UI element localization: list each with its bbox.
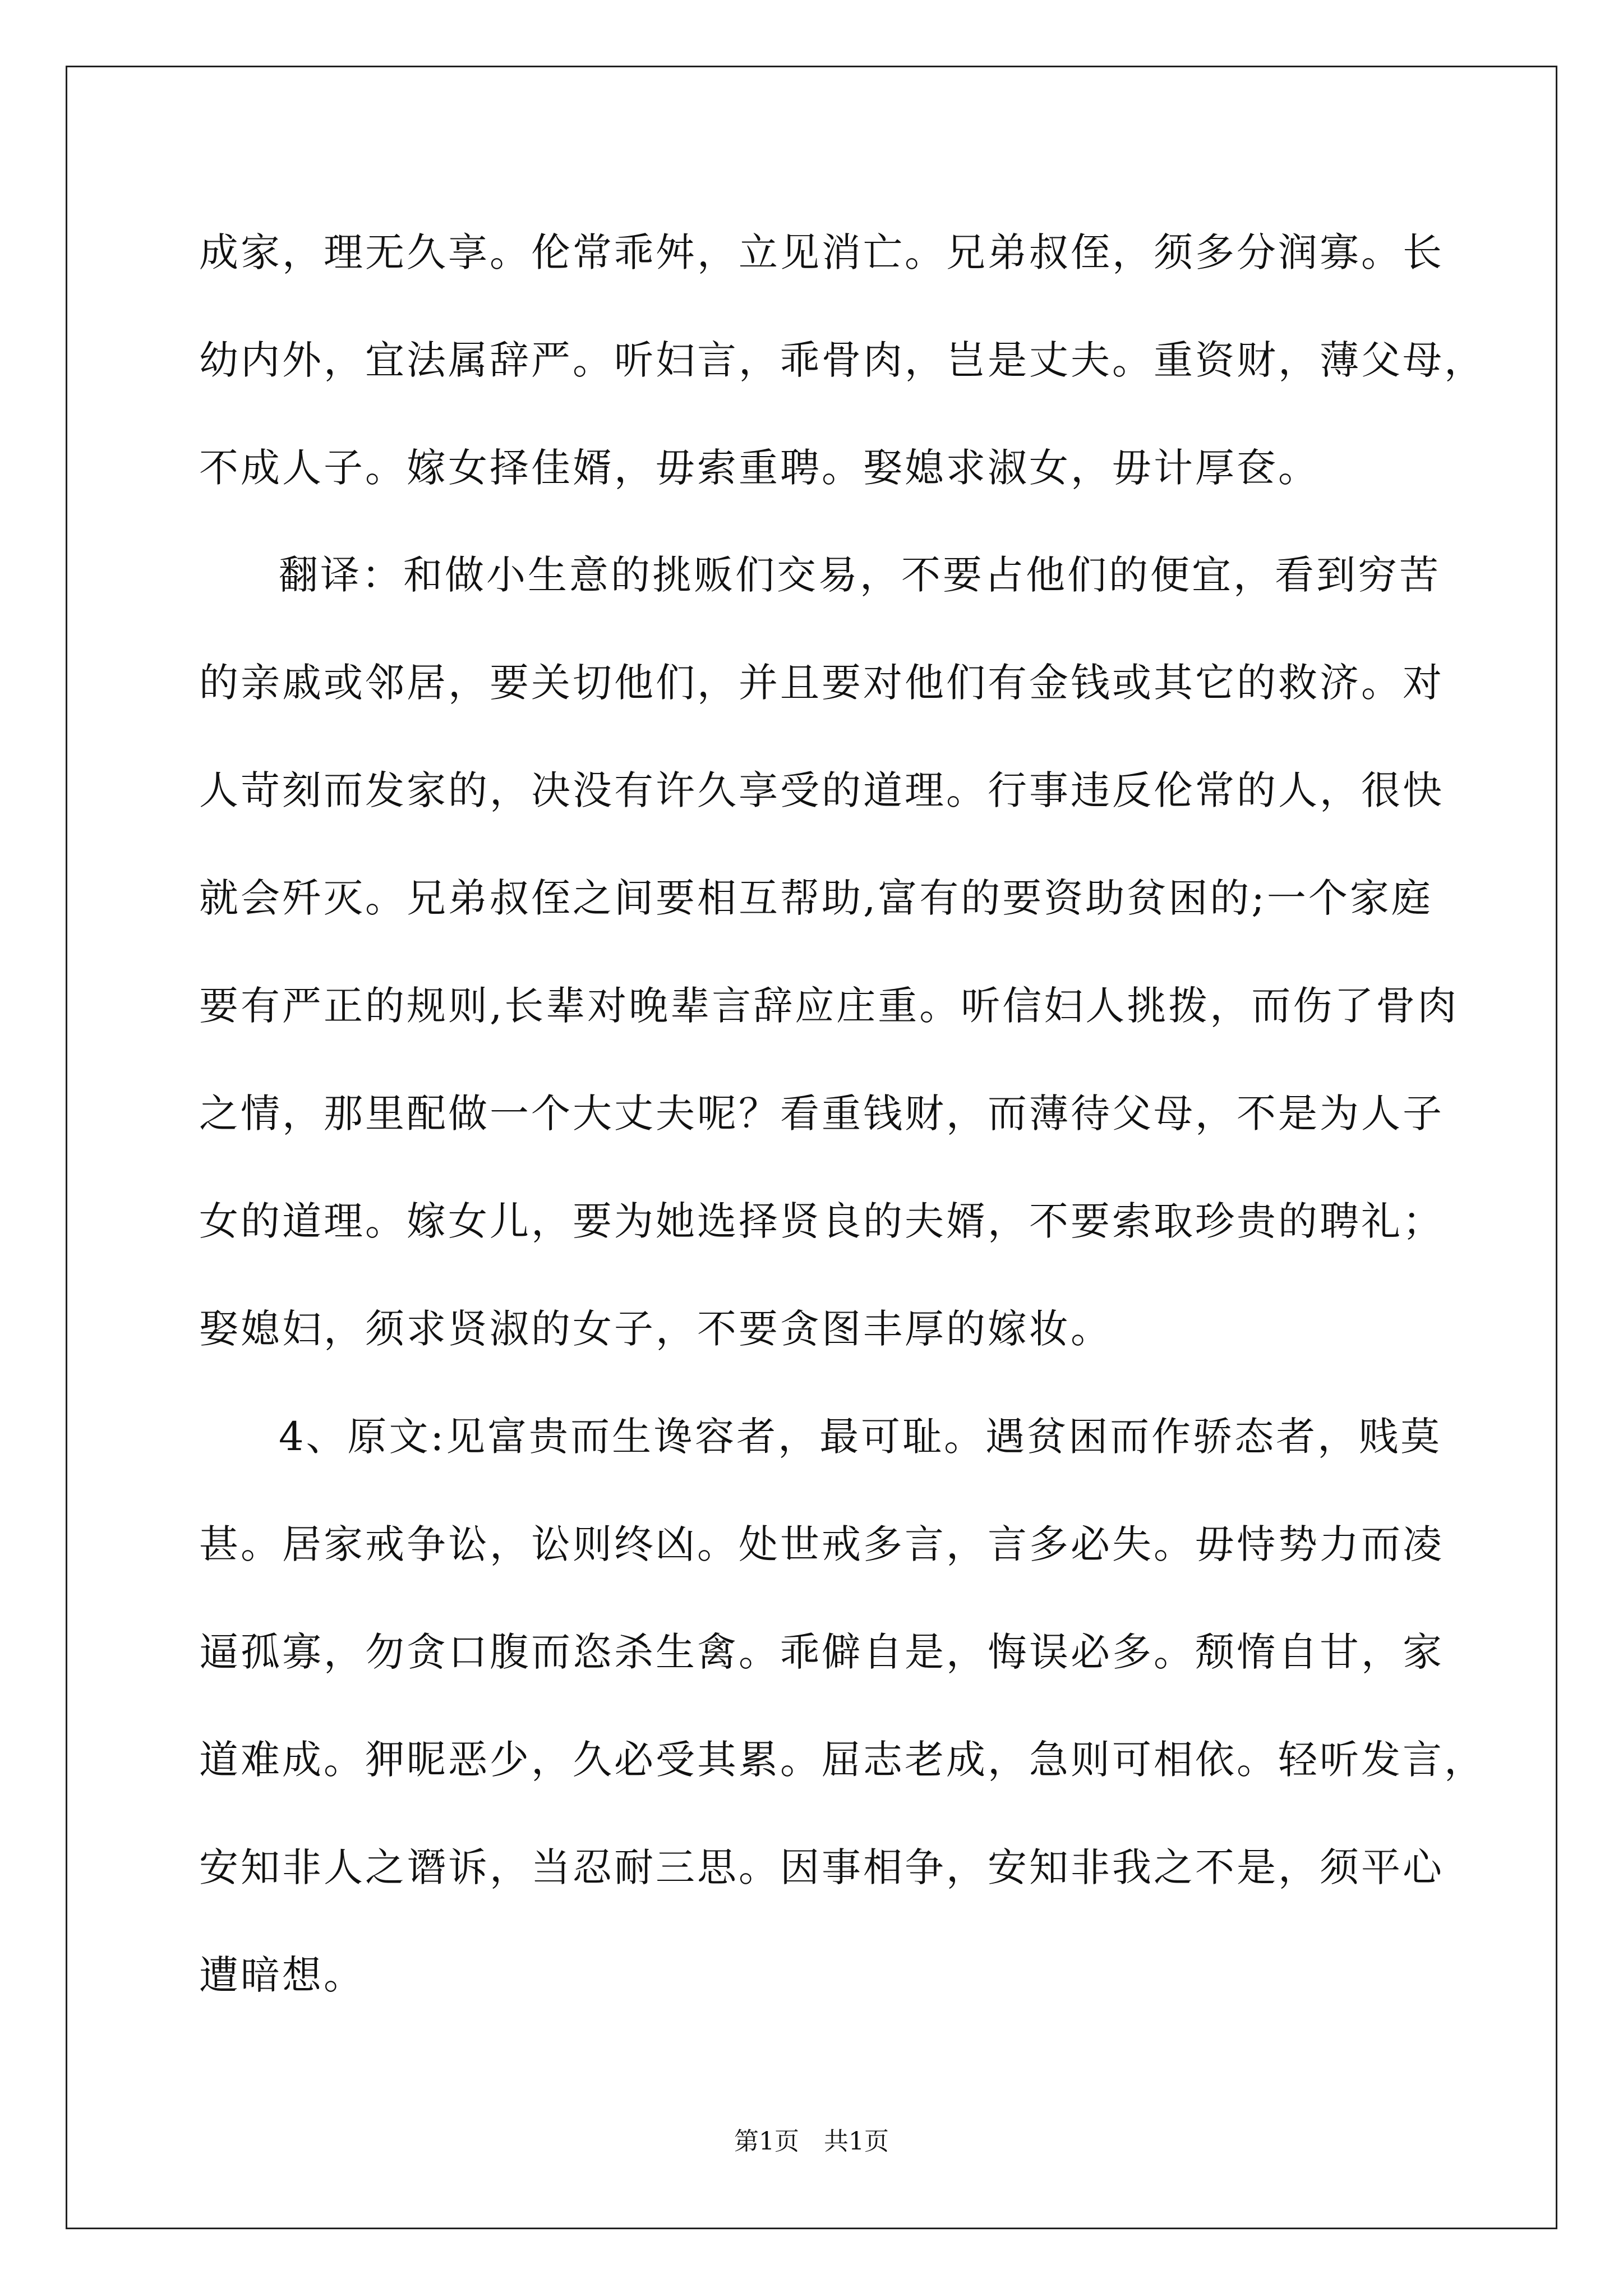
text-line: 幼内外，宜法属辞严。听妇言，乖骨肉，岂是丈夫。重资财，薄父母， xyxy=(199,337,1486,383)
text-line: 甚。居家戒争讼，讼则终凶。处世戒多言，言多必失。毋恃势力而凌 xyxy=(199,1521,1444,1567)
text-line: 成家，理无久享。伦常乖舛，立见消亡。兄弟叔侄，须多分润寡。长 xyxy=(199,229,1444,275)
page-number-footer: 第1页 共1页 xyxy=(734,2127,889,2156)
text-line: 遭暗想。 xyxy=(199,1952,365,1998)
text-line: 娶媳妇，须求贤淑的女子，不要贪图丰厚的嫁妆。 xyxy=(199,1306,1112,1352)
text-line: 之情，那里配做一个大丈夫呢？看重钱财，而薄待父母，不是为人子 xyxy=(199,1091,1444,1137)
paragraph-start-line: 4、原文:见富贵而生谗容者，最可耻。遇贫困而作骄态者，贱莫 xyxy=(279,1414,1442,1460)
text-line: 的亲戚或邻居，要关切他们，并且要对他们有金钱或其它的救济。对 xyxy=(199,660,1444,706)
text-line: 就会歼灭。兄弟叔侄之间要相互帮助,富有的要资助贫困的;一个家庭 xyxy=(199,875,1433,921)
text-line: 道难成。狎昵恶少，久必受其累。屈志老成，急则可相依。轻听发言， xyxy=(199,1737,1486,1783)
text-line: 安知非人之谮诉，当忍耐三思。因事相争，安知非我之不是，须平心 xyxy=(199,1844,1444,1890)
text-line: 要有严正的规则,长辈对晚辈言辞应庄重。听信妇人挑拨，而伤了骨肉 xyxy=(199,983,1459,1029)
text-line: 人苛刻而发家的，决没有许久享受的道理。行事违反伦常的人，很快 xyxy=(199,767,1444,813)
text-line: 不成人子。嫁女择佳婿，毋索重聘。娶媳求淑女，毋计厚奁。 xyxy=(199,445,1320,491)
text-line: 女的道理。嫁女儿，要为她选择贤良的夫婿，不要索取珍贵的聘礼； xyxy=(199,1198,1444,1244)
page-border xyxy=(66,66,1557,2229)
text-line: 逼孤寡，勿贪口腹而恣杀生禽。乖僻自是，悔误必多。颓惰自甘，家 xyxy=(199,1629,1444,1675)
paragraph-start-line: 翻译：和做小生意的挑贩们交易，不要占他们的便宜，看到穷苦 xyxy=(279,552,1441,598)
